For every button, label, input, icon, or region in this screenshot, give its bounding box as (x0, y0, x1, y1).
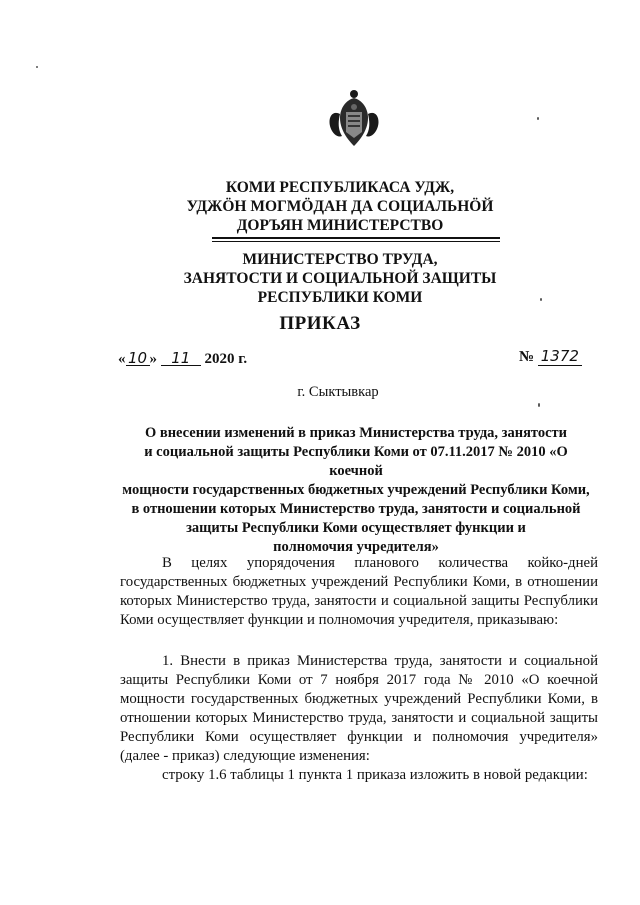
header-divider-thin (212, 241, 500, 242)
date-open-quote: « (118, 351, 126, 367)
header-divider (212, 237, 500, 239)
number-label: № (519, 349, 535, 365)
russian-ministry-title (20, 250, 640, 307)
scan-speck (537, 117, 539, 120)
number-value: 1372 (538, 347, 582, 366)
date-month: 11 (161, 351, 201, 366)
header-komi-line: КОМИ РЕСПУБЛИКАСА УДЖ, (225, 179, 455, 196)
komi-ministry-title (20, 178, 640, 235)
body-paragraph-table-row: строку 1.6 таблицы 1 пункта 1 приказа изложить в новой редакции: (162, 767, 588, 783)
date-day: 10 (126, 351, 150, 366)
subject-line: мощности государственных бюджетных учреждений Республики Коми, (122, 482, 590, 498)
header-ministry-line: МИНИСТЕРСТВО ТРУДА, (242, 251, 438, 268)
scan-speck (36, 66, 38, 68)
date-year: 2020 г. (204, 351, 248, 367)
header-ministry-line: РЕСПУБЛИКИ КОМИ (257, 289, 423, 306)
coat-of-arms-icon (326, 88, 382, 150)
document-type: ПРИКАЗ (279, 313, 361, 334)
document-number (519, 347, 582, 366)
subject-line: и социальной защиты Республики Коми от 07.11.2017 № 2010 «О коечной (144, 444, 568, 479)
subject-line: О внесении изменений в приказ Министерства труда, занятости (144, 425, 568, 441)
date-close-quote: » (149, 351, 157, 367)
header-komi-line: УДЖӦН МОГМӦДАН ДА СОЦИАЛЬНӦЙ (186, 198, 494, 215)
subject-line: защиты Республики Коми осуществляет функции и (186, 520, 526, 536)
document-date (118, 351, 247, 368)
scan-speck (538, 403, 540, 407)
body-paragraph-item-1: 1. Внести в приказ Министерства труда, занятости и социальной защиты Республики Коми от 7 ноября 2017 года № 2010 «О коечной мощности государственных бюджетных учреждений Республики Коми, в отношении которых Министерство труда, занятости и социальной защиты Республики Коми осуществляет функции и полномочия учредителя» (далее - приказ) следующие изменения: (120, 653, 598, 764)
header-komi-line: ДОРЪЯН МИНИСТЕРСТВО (236, 217, 444, 234)
document-subject (120, 424, 592, 557)
city: г. Сыктывкар (297, 384, 379, 400)
scan-speck (540, 298, 542, 301)
subject-line: полномочия учредителя» (273, 539, 439, 555)
header-ministry-line: ЗАНЯТОСТИ И СОЦИАЛЬНОЙ ЗАЩИТЫ (183, 270, 497, 287)
body-paragraph-preamble: В целях упорядочения планового количества койко-дней государственных бюджетных учреждений Республики Коми, в отношении которых Министерство труда, занятости и социальной защиты Республики Коми осуществляет функции и полномочия учредителя, приказываю: (120, 555, 598, 628)
subject-line: в отношении которых Министерство труда, занятости и социальной (131, 501, 581, 517)
